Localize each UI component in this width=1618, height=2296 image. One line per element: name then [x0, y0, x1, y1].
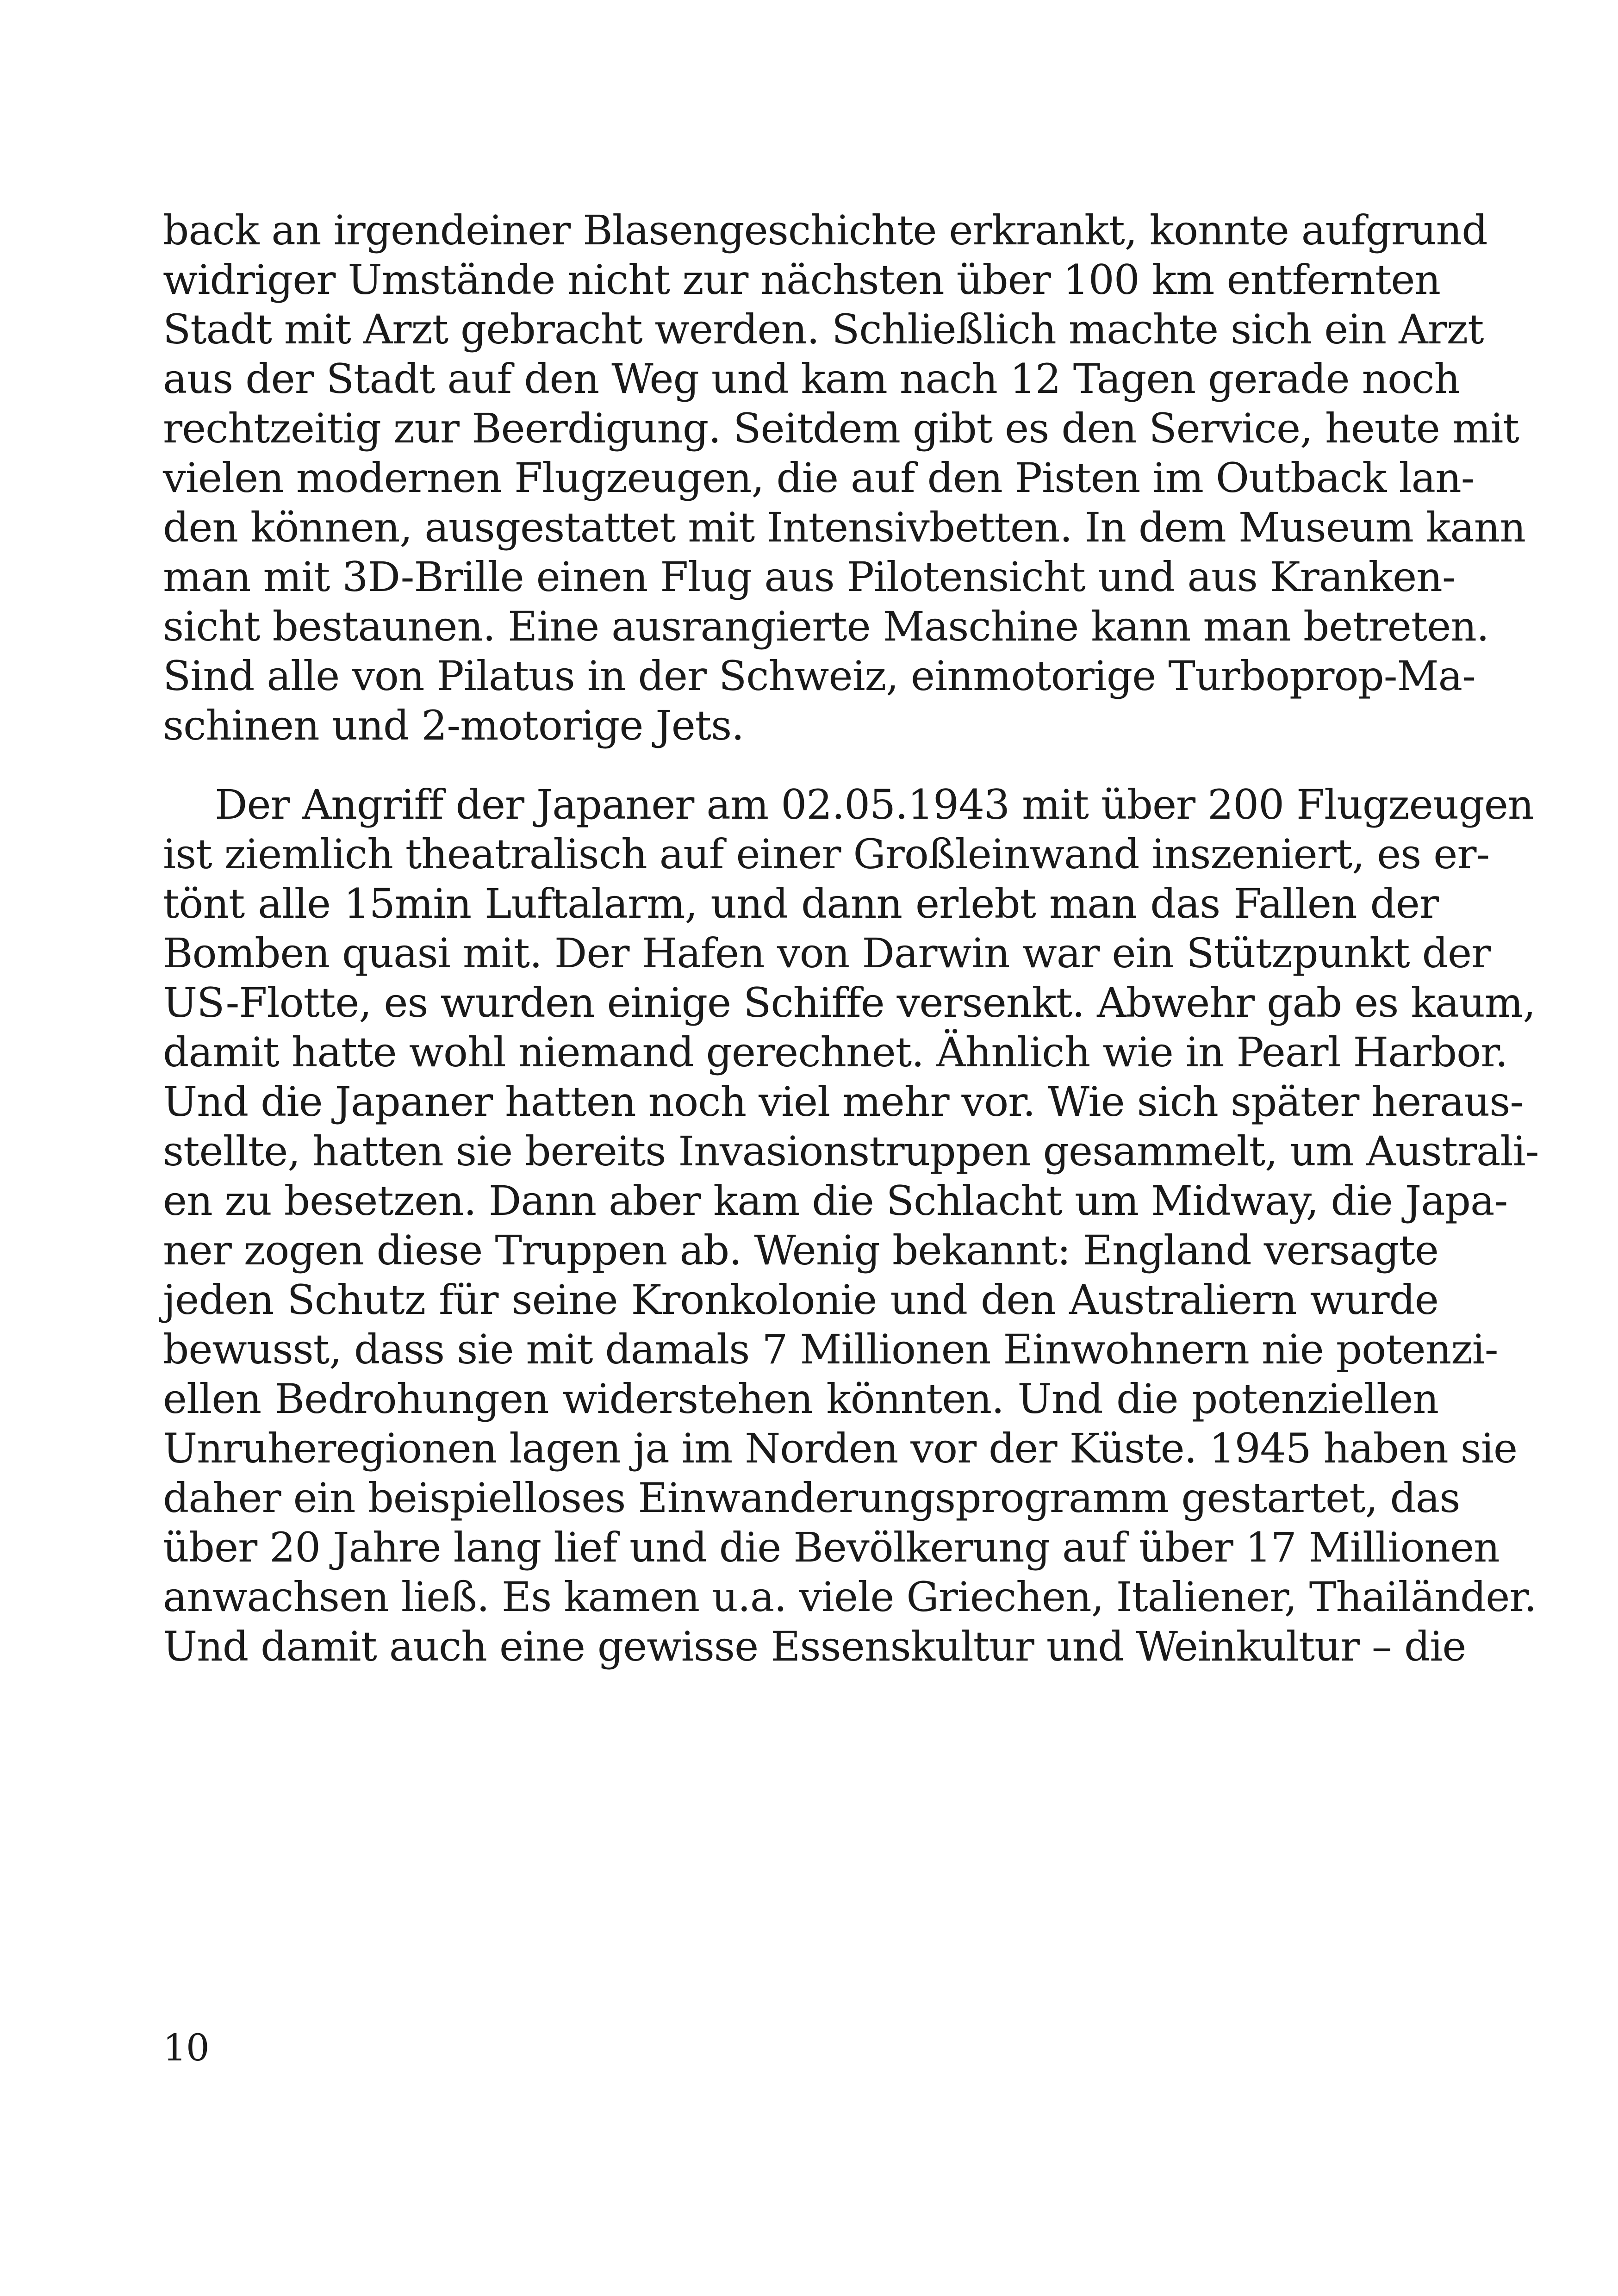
- text-line: damit hatte wohl niemand gerechnet. Ähnlich wie in Pearl Harbor.: [163, 1028, 1508, 1076]
- text-line: daher ein beispielloses Einwanderungsprogramm gestartet, das: [163, 1474, 1460, 1522]
- text-line: tönt alle 15min Luftalarm, und dann erlebt man das Fallen der: [163, 880, 1438, 927]
- text-line: Der Angriff der Japaner am 02.05.1943 mit über 200 Flugzeugen: [215, 781, 1534, 828]
- text-line: stellte, hatten sie bereits Invasionstruppen gesammelt, um Australi-: [163, 1127, 1539, 1175]
- text-line: man mit 3D-Brille einen Flug aus Pilotensicht und aus Kranken-: [163, 553, 1456, 601]
- text-line: über 20 Jahre lang lief und die Bevölkerung auf über 17 Millionen: [163, 1524, 1500, 1571]
- text-line: Und die Japaner hatten noch viel mehr vor. Wie sich später heraus-: [163, 1078, 1524, 1126]
- text-line: den können, ausgestattet mit Intensivbetten. In dem Museum kann: [163, 504, 1526, 551]
- paragraph-spacing: [163, 750, 1438, 780]
- text-line: ist ziemlich theatralisch auf einer Großleinwand inszeniert, es er-: [163, 830, 1490, 878]
- text-line: vielen modernen Flugzeugen, die auf den Pisten im Outback lan-: [163, 454, 1475, 502]
- text-line: Unruheregionen lagen ja im Norden vor der Küste. 1945 haben sie: [163, 1425, 1518, 1472]
- text-line: jeden Schutz für seine Kronkolonie und den Australiern wurde: [163, 1276, 1438, 1324]
- text-line: widriger Umstände nicht zur nächsten über 100 km entfernten: [163, 256, 1441, 304]
- text-line: schinen und 2-motorige Jets.: [163, 702, 744, 749]
- text-line: Und damit auch eine gewisse Essenskultur und Weinkultur – die: [163, 1623, 1466, 1670]
- page-number: 10: [163, 2026, 209, 2069]
- text-line: Sind alle von Pilatus in der Schweiz, einmotorige Turboprop-Ma-: [163, 652, 1475, 700]
- text-line: ellen Bedrohungen widerstehen könnten. Und die potenziellen: [163, 1375, 1438, 1423]
- text-line: anwachsen ließ. Es kamen u.a. viele Griechen, Italiener, Thailänder.: [163, 1573, 1537, 1621]
- text-line: Bomben quasi mit. Der Hafen von Darwin war ein Stützpunkt der: [163, 929, 1491, 977]
- text-line: Stadt mit Arzt gebracht werden. Schließlich machte sich ein Arzt: [163, 305, 1484, 353]
- text-line: ner zogen diese Truppen ab. Wenig bekannt: England versagte: [163, 1226, 1438, 1274]
- paragraph: [163, 780, 1539, 1671]
- text-line: rechtzeitig zur Beerdigung. Seitdem gibt es den Service, heute mit: [163, 404, 1519, 452]
- text-line: bewusst, dass sie mit damals 7 Millionen Einwohnern nie potenzi-: [163, 1325, 1498, 1373]
- text-line: sicht bestaunen. Eine ausrangierte Maschine kann man betreten.: [163, 603, 1489, 650]
- text-line: back an irgendeiner Blasengeschichte erkrankt, konnte aufgrund: [163, 206, 1487, 254]
- paragraph: [163, 205, 1526, 750]
- text-line: aus der Stadt auf den Weg und kam nach 12 Tagen gerade noch: [163, 355, 1460, 403]
- text-line: US-Flotte, es wurden einige Schiffe versenkt. Abwehr gab es kaum,: [163, 979, 1536, 1027]
- body-text: [163, 205, 1539, 1671]
- text-line: en zu besetzen. Dann aber kam die Schlacht um Midway, die Japa-: [163, 1177, 1508, 1225]
